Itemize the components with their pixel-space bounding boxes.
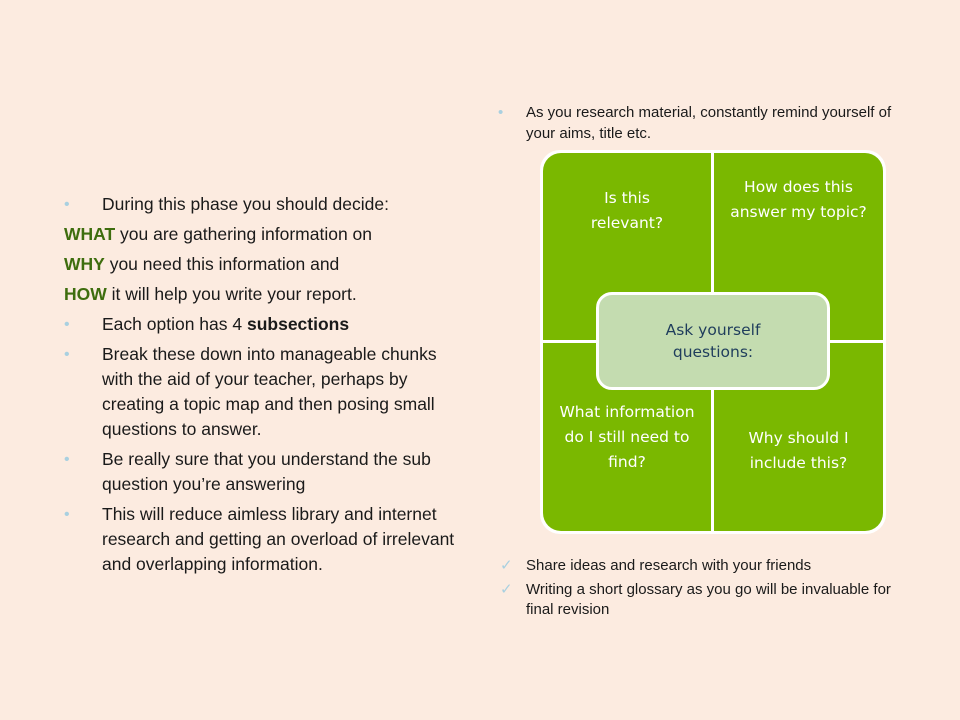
check-item-share [498,556,908,576]
bullet-dot-icon: • [64,316,70,333]
what-line [64,222,464,247]
bullet-break [64,342,464,442]
what-text: you are gathering information on [115,224,373,244]
break-text: Break these down into manageable chunks with the aid of your teacher, perhaps by creating a topic map and then posing small questions to answer. [102,344,437,439]
check-list [498,556,908,624]
bullet-dot-icon: • [64,346,70,363]
center-box-text: Ask yourself questions: [665,321,761,361]
option-text: Each option has 4 [102,314,247,334]
how-line [64,282,464,307]
how-text: it will help you write your report. [106,284,357,304]
bullet-remind [498,102,908,144]
reduce-text: This will reduce aimless library and internet research and getting an overload of irrelevant and overlapping information. [102,504,455,574]
quadrant-answer-topic-text: How does this answer my topic? [730,178,867,221]
how-keyword: HOW [64,284,107,304]
remind-text: As you research material, constantly remind yourself of your aims, title etc. [526,104,892,142]
quadrant-relevant-text: Is this relevant? [590,189,664,232]
bullet-decide [64,192,464,217]
bullet-dot-icon: • [64,506,70,523]
option-bold-text: subsections [246,314,350,334]
bullet-option [64,312,464,337]
why-line [64,252,464,277]
checkmark-icon: ✓ [500,581,513,598]
why-keyword: WHY [64,254,105,274]
glossary-text: Writing a short glossary as you go will be invaluable for final revision [526,581,891,618]
what-keyword: WHAT [64,224,116,244]
bullet-dot-icon: • [64,451,70,468]
sure-text: Be really sure that you understand the sub question you’re answering [102,449,431,494]
why-text: you need this information and [104,254,340,274]
right-top-text [498,102,908,144]
bullet-reduce [64,502,464,577]
check-item-glossary [498,580,908,620]
quadrant-still-need-text: What information do I still need to find? [559,403,695,471]
checkmark-icon: ✓ [500,557,513,574]
quadrant-why-include-text: Why should I include this? [748,429,849,472]
decide-text: During this phase you should decide: [102,194,389,214]
left-text-column [64,192,464,582]
bullet-dot-icon: • [498,104,504,121]
bullet-sure [64,447,464,497]
bullet-dot-icon: • [64,196,70,213]
share-text: Share ideas and research with your friends [526,557,812,574]
center-box [596,292,830,390]
